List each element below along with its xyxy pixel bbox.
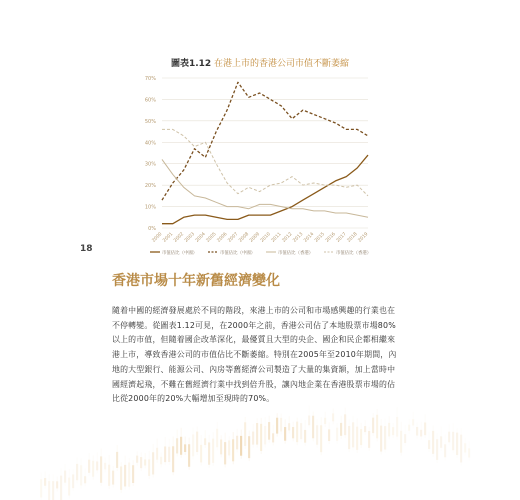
- candlestick-group: [40, 406, 470, 500]
- chart-title-text: 在港上市的香港公司市值不斷萎縮: [214, 59, 350, 69]
- x-tick-label: 2009: [249, 231, 261, 244]
- chart-title-number: 圖表1.12: [170, 59, 212, 69]
- legend-label: 市值佔比（中國）: [220, 250, 256, 256]
- y-tick-label: 40%: [144, 140, 156, 147]
- x-tick-label: 2015: [314, 231, 327, 244]
- legend-label: 市值佔比（中國）: [162, 250, 198, 256]
- y-tick-label: 10%: [144, 204, 156, 211]
- body-paragraph: 隨着中國的經濟發展處於不同的階段，來港上市的公司和市場感興趣的行業也在不停轉變。從圖表1.12可見，在2000年之前，香港公司佔了本地股票市場80%以上的市值，但隨着國企改革深化，最優質且大型的央企、國企和民企都相繼來港上市，導致香港公司的市值佔比不斷萎縮。特別在2005年至2010年期間，內地的大型銀行、能源公司、內房等舊經濟公司製造了大量的集資額，加上當時中國經濟起飛，不難在舊經濟行業中找到倍升股，讓內地企業在香港股票市場的佔比從2000年的20%大幅增加至現時的70%。: [112, 306, 397, 404]
- y-tick-label: 50%: [144, 118, 156, 125]
- page-number: 18: [80, 244, 93, 254]
- x-tick-label: 2002: [173, 231, 186, 244]
- legend-label: 市值佔比（香港）: [336, 250, 372, 256]
- y-tick-label: 20%: [144, 183, 156, 190]
- x-tick-label: 2004: [194, 231, 207, 244]
- legend-label: 市值佔比（香港）: [278, 250, 314, 256]
- x-tick-label: 2006: [216, 231, 229, 244]
- x-tick-label: 2018: [346, 231, 359, 244]
- x-tick-label: 2001: [162, 231, 175, 244]
- x-tick-label: 2016: [325, 231, 337, 244]
- x-tick-label: 2008: [238, 231, 251, 244]
- x-tick-label: 2013: [292, 231, 305, 244]
- y-tick-label: 0%: [148, 226, 156, 232]
- x-tick-label: 2007: [227, 231, 240, 244]
- y-tick-label: 70%: [144, 76, 156, 82]
- y-tick-label: 30%: [144, 161, 156, 168]
- x-tick-label: 2011: [270, 231, 283, 244]
- x-tick-label: 2005: [205, 231, 218, 244]
- x-tick-label: 2010: [260, 231, 272, 244]
- x-tick-label: 2017: [335, 231, 348, 244]
- section-title: 香港市場十年新舊經濟變化: [112, 273, 280, 289]
- y-tick-label: 60%: [144, 97, 156, 104]
- x-tick-label: 2012: [281, 231, 294, 244]
- x-tick-label: 2000: [151, 231, 164, 244]
- x-tick-label: 2019: [357, 231, 370, 244]
- x-tick-label: 2003: [184, 231, 196, 244]
- x-tick-label: 2014: [303, 231, 316, 244]
